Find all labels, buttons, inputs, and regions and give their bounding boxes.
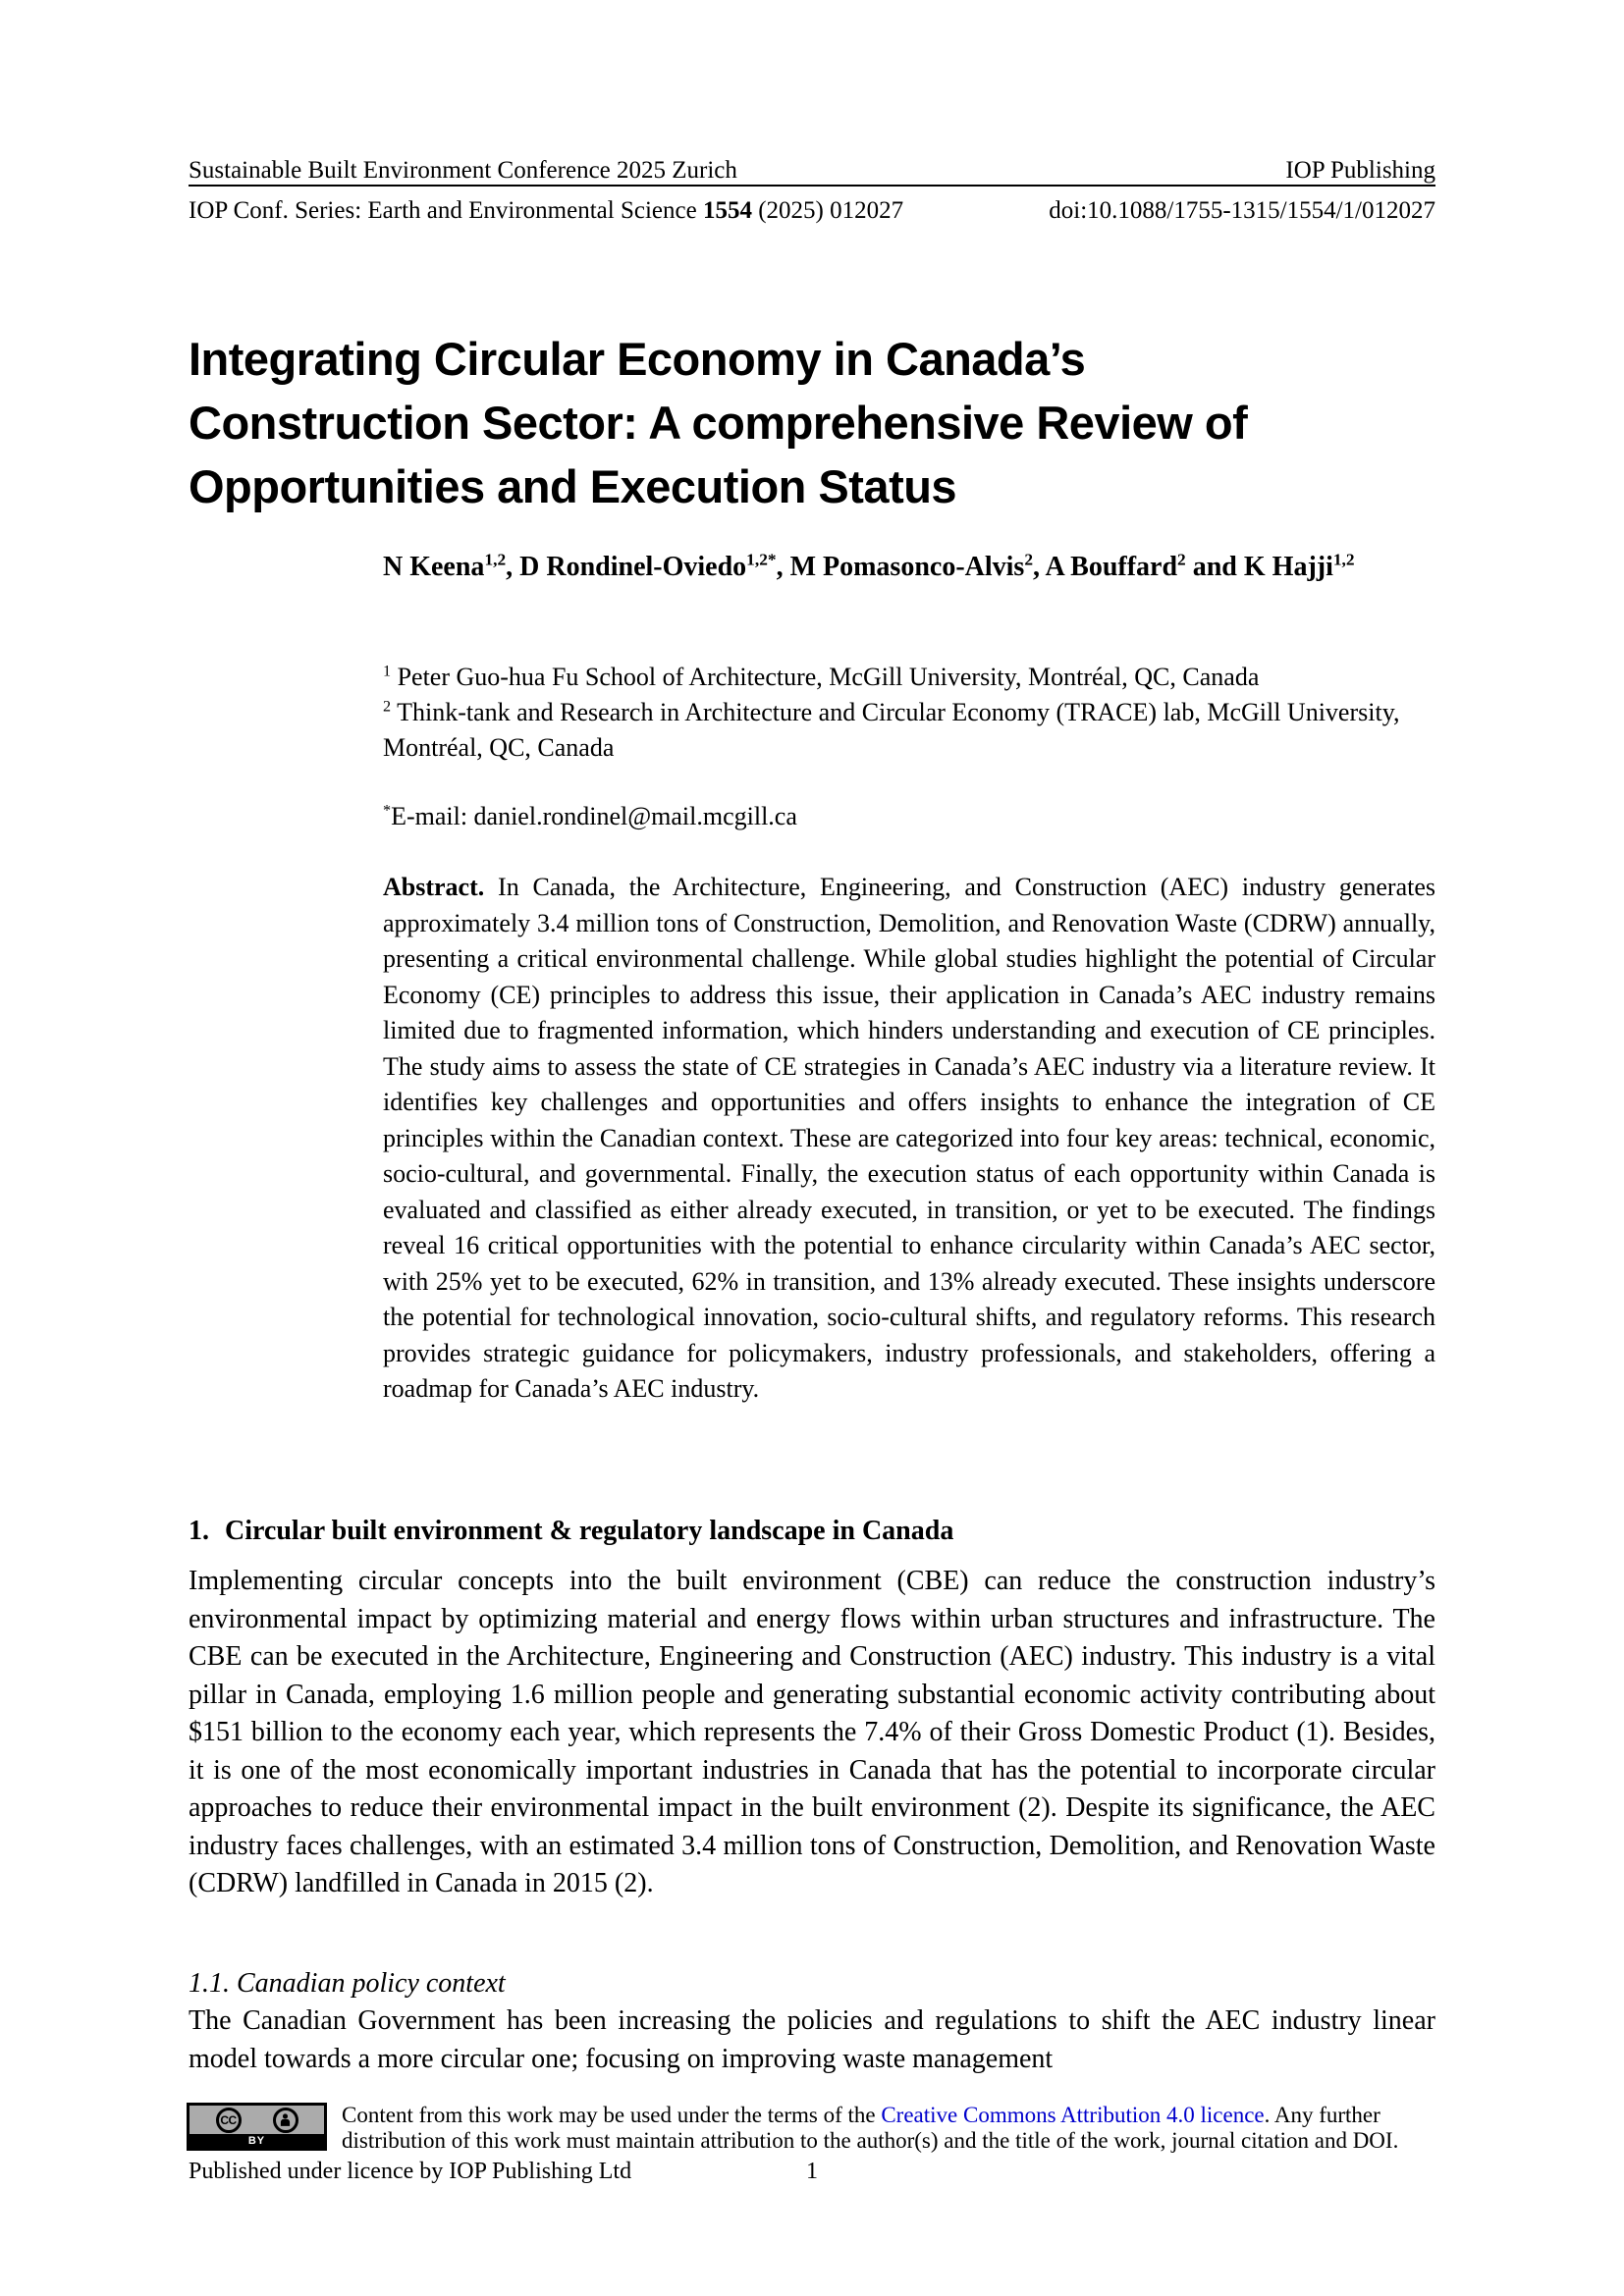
publisher-name: IOP Publishing bbox=[1285, 157, 1435, 184]
author-name: and K Hajji bbox=[1185, 552, 1333, 582]
license-post-text: . Any further distribution of this work must maintain attribution to the author(s) and the title of the work, journal citation and DOI. bbox=[342, 2103, 1399, 2153]
subsection-number: 1.1. bbox=[189, 1968, 230, 1999]
affiliation-text: Peter Guo-hua Fu School of Architecture, McGill University, Montréal, QC, Canada bbox=[397, 663, 1260, 691]
email-marker: * bbox=[383, 802, 392, 820]
section-number: 1. bbox=[189, 1516, 209, 1546]
email-text: E-mail: daniel.rondinel@mail.mcgill.ca bbox=[391, 802, 797, 830]
author-name: , M Pomasonco-Alvis bbox=[776, 552, 1025, 582]
affiliation-marker: 1 bbox=[383, 663, 392, 680]
author-affil-marker: 1,2 bbox=[1332, 550, 1355, 569]
affiliation-2 bbox=[383, 695, 1435, 766]
author-affil-marker: 2 bbox=[1177, 550, 1186, 569]
license-text bbox=[342, 2103, 1451, 2154]
section-title: Circular built environment & regulatory landscape in Canada bbox=[225, 1516, 954, 1546]
affiliation-text: Think-tank and Research in Architecture and Circular Economy (TRACE) lab, McGill University, Montréal, QC, Canada bbox=[383, 698, 1400, 762]
conference-name: Sustainable Built Environment Conference 2025 Zurich bbox=[189, 157, 737, 184]
header-row-top bbox=[189, 158, 1435, 184]
abstract-text: In Canada, the Architecture, Engineering, and Construction (AEC) industry generates approximately 3.4 million tons of Construction, Demolition, and Renovation Waste (CDRW) annually, presenting a critical environmental challenge. While global studies highlight the potential of Circular Economy (CE) principles to address this issue, their application in Canada’s AEC industry remains limited due to fragmented information, which hinders understanding and execution of CE principles. The study aims to assess the state of CE strategies in Canada’s AEC industry via a literature review. It identifies key challenges and opportunities and offers insights to enhance the integration of CE principles within the Canadian context. These are categorized into four key areas: technical, economic, socio-cultural, and governmental. Finally, the execution status of each opportunity within Canada is evaluated and classified as either already executed, in transition, or yet to be executed. The findings reveal 16 critical opportunities with the potential to enhance circularity within Canada’s AEC sector, with 25% yet to be executed, 62% in transition, and 13% already executed. These insights underscore the potential for technological innovation, socio-cultural shifts, and regulatory reforms. This research provides strategic guidance for policymakers, industry professionals, and stakeholders, offering a roadmap for Canada’s AEC industry. bbox=[383, 873, 1436, 1403]
header-divider bbox=[189, 185, 1435, 187]
volume-number: 1554 bbox=[702, 197, 752, 224]
person-icon bbox=[273, 2108, 298, 2133]
doi-text: doi:10.1088/1755-1315/1554/1/012027 bbox=[1049, 197, 1435, 224]
corresponding-email bbox=[383, 799, 1435, 834]
section-1-heading bbox=[189, 1515, 953, 1548]
published-statement: Published under licence by IOP Publishing Ltd bbox=[189, 2159, 632, 2184]
journal-citation bbox=[189, 198, 903, 224]
author-name: N Keena bbox=[383, 552, 485, 582]
header-row-bottom bbox=[189, 198, 1435, 224]
issue-info: (2025) 012027 bbox=[758, 197, 904, 224]
affiliation-1 bbox=[383, 660, 1435, 695]
section-1-paragraph: Implementing circular concepts into the built environment (CBE) can reduce the construction industry’s environmental impact by optimizing material and energy flows within urban structures and infrastructure. The CBE can be executed in the Architecture, Engineering and Construction (AEC) industry. This industry is a vital pillar in Canada, employing 1.6 million people and generating substantial economic activity contributing about $151 billion to the economy each year, which represents the 7.4% of their Gross Domestic Product (1). Besides, it is one of the most economically important industries in Canada that has the potential to incorporate circular approaches to reduce their environmental impact in the built environment (2). Despite its significance, the AEC industry faces challenges, with an estimated 3.4 million tons of Construction, Demolition, and Renovation Waste (CDRW) landfilled in Canada in 2015 (2). bbox=[189, 1566, 1435, 1898]
affiliation-marker: 2 bbox=[383, 698, 392, 716]
abstract-label: Abstract. bbox=[383, 873, 485, 901]
affiliations-block bbox=[383, 660, 1435, 766]
cc-license-link[interactable]: Creative Commons Attribution 4.0 licence bbox=[881, 2103, 1265, 2127]
cc-by-badge bbox=[187, 2103, 327, 2151]
license-pre-text: Content from this work may be used under the terms of the bbox=[342, 2103, 882, 2127]
cc-icon: CC bbox=[216, 2108, 242, 2133]
abstract bbox=[383, 870, 1435, 1408]
series-name: IOP Conf. Series: Earth and Environmental Science bbox=[189, 197, 697, 224]
author-affil-marker: 2 bbox=[1024, 550, 1034, 569]
subsection-title: Canadian policy context bbox=[237, 1968, 506, 1999]
page-number: 1 bbox=[806, 2159, 818, 2184]
cc-by-label: BY bbox=[189, 2134, 324, 2148]
paper-title: Integrating Circular Economy in Canada’s Construction Sector: A comprehensive Review of Opportunities and Execution Status bbox=[189, 333, 1248, 513]
cc-badge-icons bbox=[189, 2106, 324, 2134]
author-name: , A Bouffard bbox=[1033, 552, 1178, 582]
author-name: , D Rondinel-Oviedo bbox=[506, 552, 747, 582]
section-1-1-heading bbox=[189, 1967, 506, 2001]
author-affil-marker: 1,2 bbox=[484, 550, 507, 569]
author-affil-marker: 1,2* bbox=[746, 550, 777, 569]
page-header bbox=[189, 158, 1435, 224]
authors-line bbox=[383, 547, 1435, 588]
section-1-1-paragraph: The Canadian Government has been increasing the policies and regulations to shift the AEC industry linear model towards a more circular one; focusing on improving waste management bbox=[189, 2005, 1435, 2074]
